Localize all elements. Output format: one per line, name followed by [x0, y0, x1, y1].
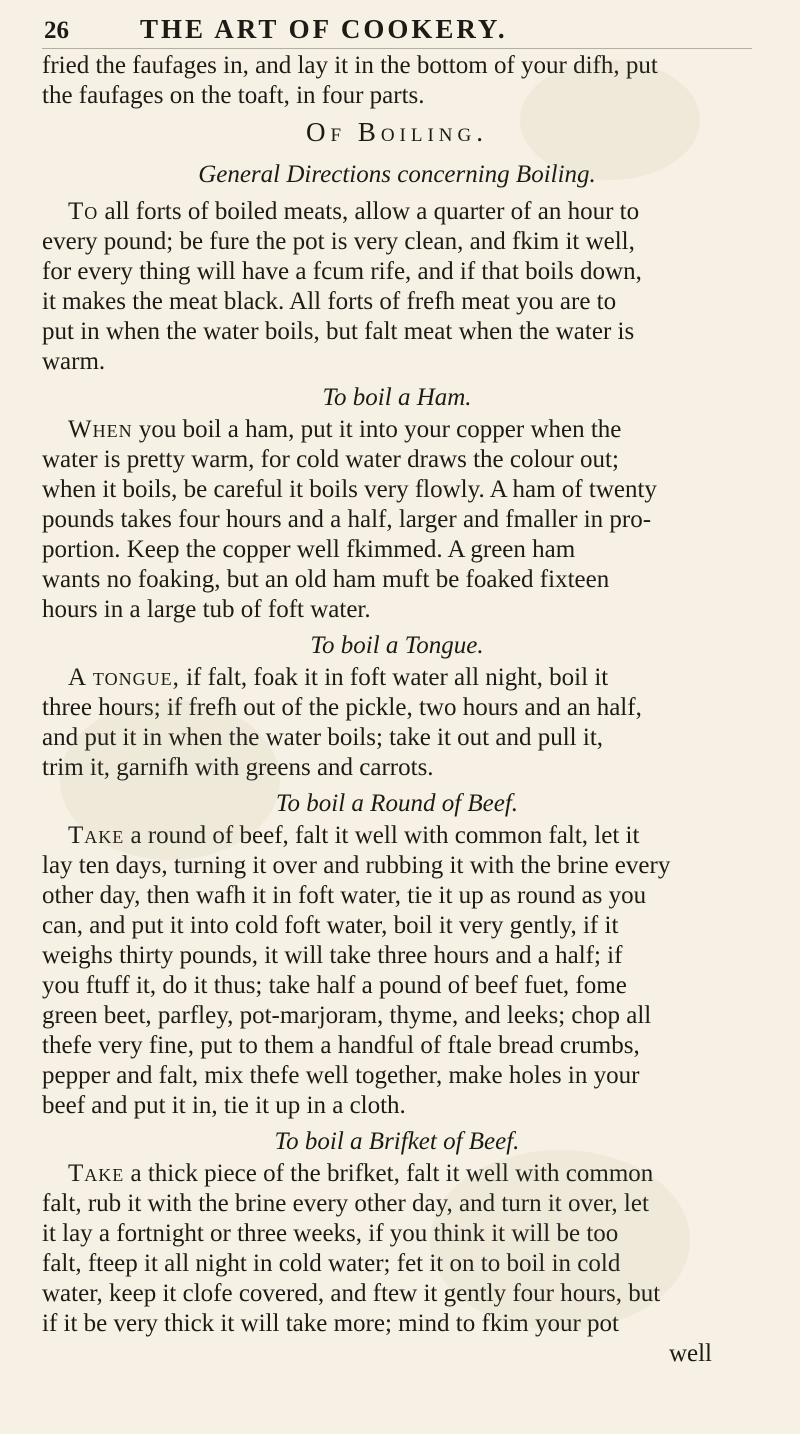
paragraph-line: trim it, garnifh with greens and carrots.: [42, 754, 434, 781]
section-heading: To boil a Ham.: [322, 384, 472, 411]
paragraph-line: can, and put it into cold foft water, boil it very gently, if it: [42, 912, 619, 939]
lead-word: When: [68, 416, 133, 443]
lead-word: Take: [68, 1160, 125, 1187]
paragraph-line: lay ten days, turning it over and rubbing it with the brine every: [42, 852, 671, 879]
page-number: 26: [44, 17, 69, 44]
line-text: you boil a ham, put it into your copper when the: [138, 416, 622, 443]
running-head: [42, 14, 752, 49]
lead-word: Take: [68, 822, 125, 849]
paragraph-line: beef and put it in, tie it up in a cloth.: [42, 1092, 406, 1119]
paragraph-line: weighs thirty pounds, it will take three hours and a half; if: [42, 942, 623, 969]
section-heading: To boil a Brifket of Beef.: [274, 1128, 520, 1155]
paragraph-line: other day, then wafh it in foft water, tie it up as round as you: [42, 882, 647, 909]
paragraph-line: pounds takes four hours and a half, larger and fmaller in pro-: [42, 506, 652, 533]
paragraph-line: every pound; be fure the pot is very clean, and fkim it well,: [42, 228, 635, 255]
paragraph-line: [42, 1159, 752, 1189]
paragraph-line: if it be very thick it will take more; mind to fkim your pot: [42, 1310, 619, 1337]
paragraph-line: water is pretty warm, for cold water draws the colour out;: [42, 446, 619, 473]
paragraph-line: it makes the meat black. All forts of frefh meat you are to: [42, 288, 617, 315]
section-heading: To boil a Round of Beef.: [275, 790, 519, 817]
paragraph-line: hours in a large tub of foft water.: [42, 596, 371, 623]
catchword: well: [668, 1340, 712, 1367]
paragraph-line: wants no foaking, but an old ham muft be foaked fixteen: [42, 566, 610, 593]
paragraph-line: green beet, parfley, pot-marjoram, thyme, and leeks; chop all: [42, 1002, 652, 1029]
paragraph-line: you ftuff it, do it thus; take half a pound of beef fuet, fome: [42, 972, 627, 999]
lead-word: To: [68, 198, 99, 225]
paragraph-line: thefe very fine, put to them a handful of ftale bread crumbs,: [42, 1032, 640, 1059]
paragraph-line: falt, fteep it all night in cold water; fet it on to boil in cold: [42, 1250, 621, 1277]
paragraph-line: put in when the water boils, but falt meat when the water is: [42, 318, 635, 345]
page-header: THE ART OF COOKERY.: [140, 14, 508, 44]
intro-line: fried the faufages in, and lay it in the bottom of your difh, put: [42, 52, 658, 79]
chapter-title: Of Boiling.: [306, 117, 488, 147]
paragraph-line: it lay a fortnight or three weeks, if you think it will be too: [42, 1220, 619, 1247]
paragraph-line: [42, 197, 752, 227]
section-heading: To boil a Tongue.: [310, 632, 484, 659]
paragraph-line: portion. Keep the copper well fkimmed. A green ham: [42, 536, 576, 563]
section-heading: General Directions concerning Boiling.: [198, 161, 596, 188]
line-text: a round of beef, falt it well with common falt, let it: [130, 822, 640, 849]
paragraph-line: falt, rub it with the brine every other day, and turn it over, let: [42, 1190, 649, 1217]
intro-line: the faufages on the toaft, in four parts.: [42, 82, 425, 109]
paragraph-line: for every thing will have a fcum rife, and if that boils down,: [42, 258, 642, 285]
paragraph-line: [42, 415, 752, 445]
paragraph-line: three hours; if frefh out of the pickle, two hours and an half,: [42, 694, 642, 721]
paragraph-line: [42, 663, 752, 693]
line-text: if falt, foak it in foft water all night, boil it: [186, 664, 609, 691]
paragraph-line: [42, 821, 752, 851]
paragraph-line: water, keep it clofe covered, and ftew it gently four hours, but: [42, 1280, 661, 1307]
line-text: a thick piece of the brifket, falt it well with common: [130, 1160, 654, 1187]
paragraph-line: when it boils, be careful it boils very flowly. A ham of twenty: [42, 476, 657, 503]
paragraph-line: warm.: [42, 348, 106, 375]
lead-word: A tongue,: [68, 664, 180, 691]
line-text: all forts of boiled meats, allow a quarter of an hour to: [104, 198, 640, 225]
paragraph-line: pepper and falt, mix thefe well together, make holes in your: [42, 1062, 640, 1089]
paragraph-line: and put it in when the water boils; take it out and pull it,: [42, 724, 604, 751]
